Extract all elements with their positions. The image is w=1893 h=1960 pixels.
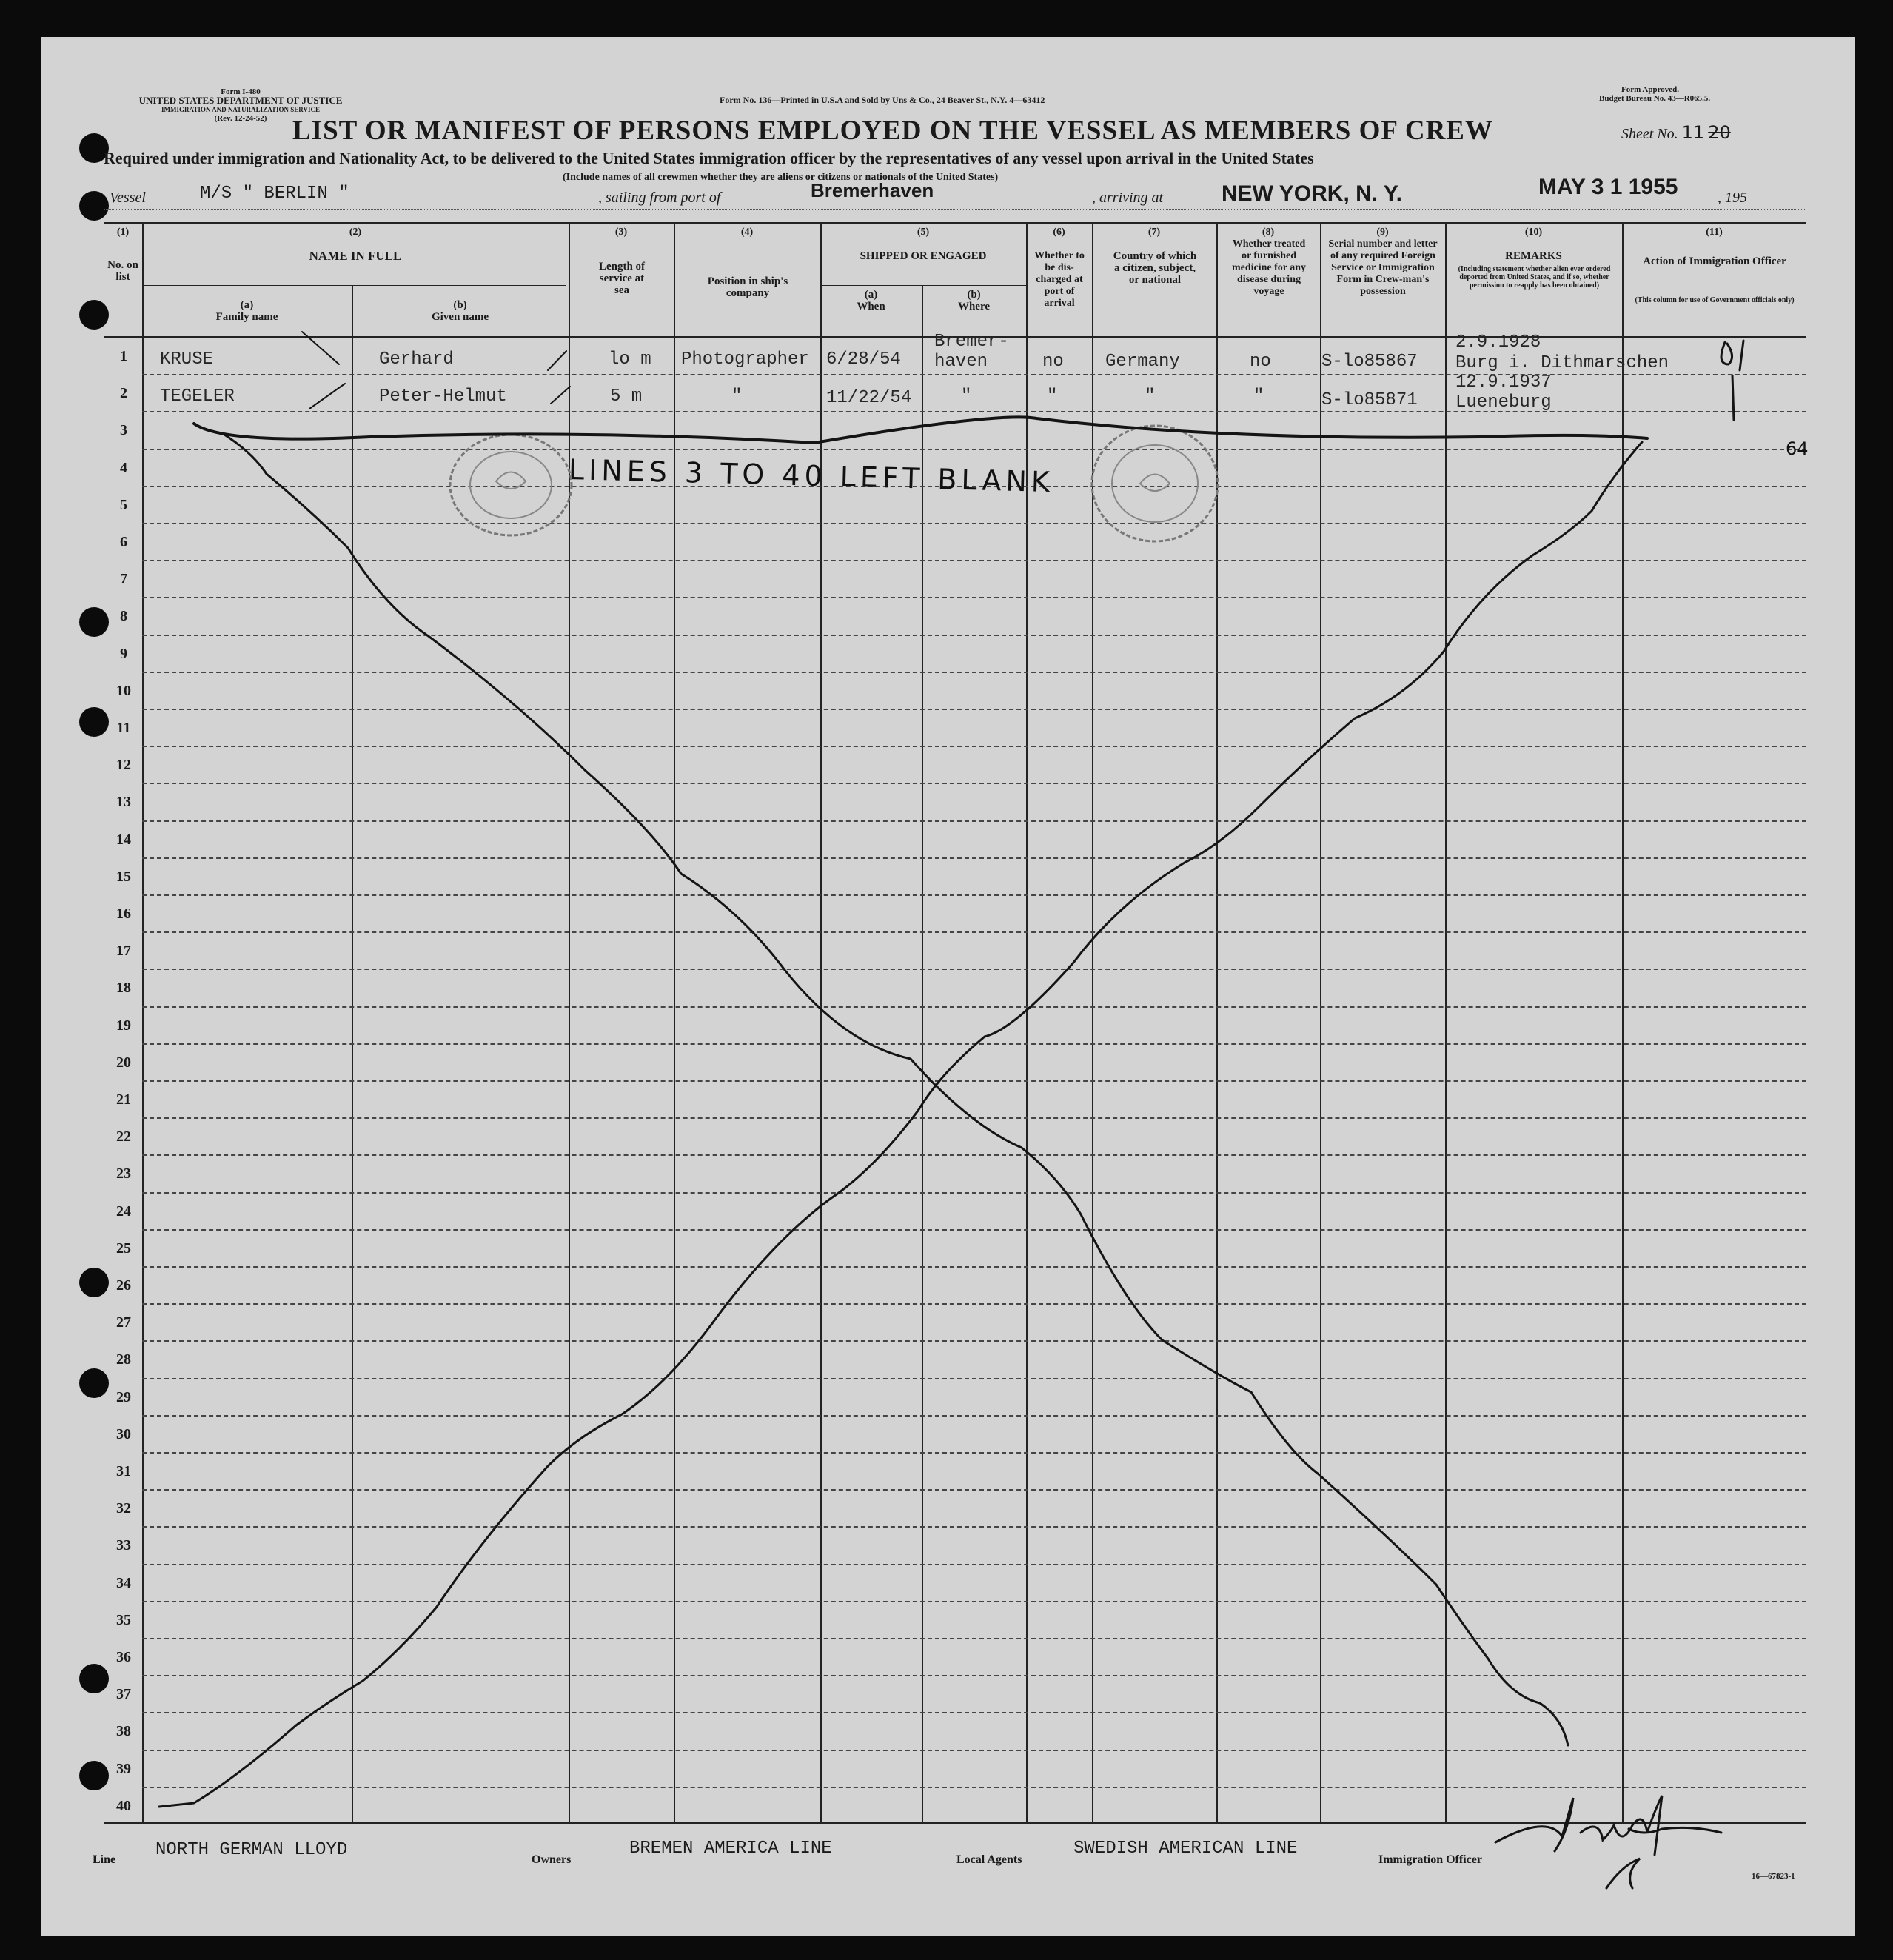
header-medicine: Whether treated or furnished medicine for any disease during voyage bbox=[1231, 238, 1307, 297]
arriving-label: , arriving at bbox=[1092, 190, 1164, 206]
line-number: 31 bbox=[116, 1463, 131, 1479]
line-number: 20 bbox=[116, 1054, 131, 1071]
col-num: (1) bbox=[116, 227, 130, 238]
header-name-in-full: NAME IN FULL bbox=[309, 249, 402, 263]
line-number: 5 bbox=[120, 496, 127, 513]
sheet-value: 11 bbox=[1681, 122, 1705, 143]
shipped-where-cont: haven bbox=[934, 352, 988, 372]
line-number: 29 bbox=[116, 1388, 131, 1405]
line-number: 34 bbox=[116, 1574, 131, 1591]
line-number: 28 bbox=[116, 1351, 131, 1368]
given-name: Gerhard bbox=[379, 349, 454, 369]
country: Germany bbox=[1105, 352, 1180, 372]
year-suffix: , 195 bbox=[1718, 190, 1747, 206]
line-number: 32 bbox=[116, 1500, 131, 1517]
footer-line-value: NORTH GERMAN LLOYD bbox=[155, 1840, 348, 1860]
header-serial: Serial number and letter of any required Foreign Service or Immigration Form in Crew-man's possession bbox=[1328, 238, 1438, 297]
header-length: Length of service at sea bbox=[598, 261, 646, 296]
discharged: no bbox=[1042, 352, 1064, 372]
line-number: 33 bbox=[116, 1537, 131, 1554]
col-num: (3) bbox=[614, 227, 628, 238]
shipped-when: 11/22/54 bbox=[826, 388, 912, 408]
vessel-label: Vessel bbox=[110, 190, 146, 206]
header-action-note: (This column for use of Government officials only) bbox=[1635, 296, 1795, 304]
footer-owners-label: Owners bbox=[532, 1853, 572, 1866]
line-number: 2 bbox=[120, 385, 127, 402]
serial-number: S-lo85871 bbox=[1321, 390, 1418, 410]
line-number: 40 bbox=[116, 1797, 131, 1814]
vessel-name: M/S " BERLIN " bbox=[200, 184, 349, 204]
family-name: TEGELER bbox=[160, 387, 235, 407]
form-number: Form I-480 bbox=[221, 87, 261, 96]
line-number: 18 bbox=[116, 980, 131, 997]
port-of-departure: Bremerhaven bbox=[811, 179, 934, 201]
line-number: 17 bbox=[116, 943, 131, 960]
lines-left-blank-note: LINES 3 TO 40 LEFT BLANK bbox=[568, 453, 1055, 499]
line-number: 22 bbox=[116, 1128, 131, 1145]
sheet-label: Sheet No. bbox=[1621, 126, 1678, 142]
line-number: 27 bbox=[116, 1314, 131, 1331]
line-number: 13 bbox=[116, 794, 131, 811]
remarks-cont: Burg i. Dithmarschen bbox=[1455, 353, 1669, 373]
header-remarks-note: (Including statement whether alien ever ordered deported from United States, and if so, whether permission to reapply has been obtained) bbox=[1458, 265, 1611, 290]
service: IMMIGRATION AND NATURALIZATION SERVICE bbox=[161, 106, 320, 113]
position: Photographer bbox=[681, 349, 809, 369]
sailing-label: , sailing from port of bbox=[598, 190, 721, 206]
given-name: Peter-Helmut bbox=[379, 387, 507, 407]
shipped-where: " bbox=[961, 387, 972, 407]
col-num: (2) bbox=[349, 227, 362, 238]
cross-out-line bbox=[159, 442, 1642, 1807]
line-number: 10 bbox=[116, 682, 131, 699]
family-name: KRUSE bbox=[160, 349, 214, 369]
line-number: 37 bbox=[116, 1686, 131, 1703]
line-number: 7 bbox=[120, 571, 127, 588]
family-letter: (a) bbox=[240, 299, 254, 311]
required-statement: Required under immigration and Nationality Act, to be delivered to the United States immigration officer by the representatives of any vessel upon arrival in the United States bbox=[104, 149, 1314, 167]
col-num: (6) bbox=[1053, 227, 1065, 238]
header-shipped: SHIPPED OR ENGAGED bbox=[860, 250, 987, 262]
remarks: 12.9.1937 bbox=[1455, 372, 1552, 392]
line-number: 19 bbox=[116, 1017, 131, 1034]
footer-owners-value: BREMEN AMERICA LINE bbox=[629, 1839, 832, 1859]
line-number: 26 bbox=[116, 1277, 131, 1294]
family-label: Family name bbox=[215, 311, 278, 323]
line-number: 1 bbox=[120, 348, 127, 364]
when-label: When bbox=[857, 301, 885, 312]
strike-line bbox=[194, 417, 1647, 443]
printer-line: Form No. 136—Printed in U.S.A and Sold by Uns & Co., 24 Beaver St., N.Y. 4—63412 bbox=[720, 95, 1045, 105]
col-num: (4) bbox=[740, 227, 754, 238]
footer-agents-value: SWEDISH AMERICAN LINE bbox=[1073, 1839, 1298, 1859]
header-no-on-list: No. on list bbox=[107, 259, 138, 283]
discharged: " bbox=[1047, 387, 1058, 407]
header-position: Position in ship's company bbox=[707, 275, 788, 299]
col-num: (10) bbox=[1524, 227, 1543, 238]
col-num: (8) bbox=[1262, 227, 1275, 238]
col-num: (11) bbox=[1706, 227, 1723, 238]
include-note: (Include names of all crewmen whether they are aliens or citizens or nationals of the United States) bbox=[563, 172, 999, 183]
budget-bureau: Budget Bureau No. 43—R065.5. bbox=[1599, 94, 1711, 103]
footer-agents-label: Local Agents bbox=[956, 1853, 1022, 1866]
medicine: no bbox=[1250, 352, 1271, 372]
line-number: 24 bbox=[116, 1203, 131, 1220]
arrival-date: MAY 3 1 1955 bbox=[1538, 175, 1678, 199]
revision: (Rev. 12-24-52) bbox=[214, 114, 267, 123]
col-num: (5) bbox=[917, 227, 930, 238]
officer-signature bbox=[1495, 1796, 1721, 1888]
line-number: 6 bbox=[120, 534, 127, 550]
line-number: 38 bbox=[116, 1723, 131, 1740]
header-country: Country of which a citizen, subject, or national bbox=[1113, 250, 1197, 286]
header-discharged: Whether to be dis-charged at port of arrival bbox=[1034, 250, 1085, 309]
shipped-when: 6/28/54 bbox=[826, 349, 901, 369]
line-number: 3 bbox=[120, 422, 127, 439]
header-remarks: REMARKS bbox=[1505, 250, 1562, 262]
line-number: 23 bbox=[116, 1165, 131, 1183]
footer-line-label: Line bbox=[93, 1853, 116, 1866]
line-number: 14 bbox=[116, 831, 131, 848]
header-action: Action of Immigration Officer bbox=[1643, 255, 1786, 267]
length-of-service: lo m bbox=[609, 349, 651, 369]
line-number: 25 bbox=[116, 1240, 131, 1257]
page-title: LIST OR MANIFEST OF PERSONS EMPLOYED ON THE VESSEL AS MEMBERS OF CREW bbox=[292, 116, 1493, 146]
line-number: 15 bbox=[116, 868, 131, 885]
cross-out-line bbox=[222, 433, 1568, 1745]
line-number: 12 bbox=[116, 757, 131, 774]
line-number: 35 bbox=[116, 1611, 131, 1628]
length-of-service: 5 m bbox=[610, 387, 643, 407]
when-letter: (a) bbox=[864, 289, 878, 301]
medicine: " bbox=[1253, 387, 1264, 407]
col-num: (7) bbox=[1147, 227, 1161, 238]
line-number: 30 bbox=[116, 1425, 131, 1442]
line-number: 16 bbox=[116, 906, 131, 922]
remarks: 2.9.1928 bbox=[1455, 332, 1541, 352]
given-label: Given name bbox=[431, 311, 489, 323]
col-num: (9) bbox=[1376, 227, 1389, 238]
given-letter: (b) bbox=[453, 299, 467, 311]
shipped-where: Bremer- bbox=[934, 332, 1009, 352]
line-number: 39 bbox=[116, 1760, 131, 1777]
line-number: 21 bbox=[116, 1091, 131, 1108]
footer-officer-label: Immigration Officer bbox=[1378, 1853, 1482, 1866]
form-approved: Form Approved. bbox=[1621, 85, 1680, 94]
sheet-struck: 20 bbox=[1708, 122, 1731, 143]
position: " bbox=[731, 387, 743, 407]
margin-mark: 64 bbox=[1786, 438, 1809, 459]
where-label: Where bbox=[957, 301, 991, 312]
line-number: 9 bbox=[120, 645, 127, 662]
arrival-port: NEW YORK, N. Y. bbox=[1222, 181, 1402, 206]
serial-number: S-lo85867 bbox=[1321, 352, 1418, 372]
country: " bbox=[1145, 387, 1156, 407]
remarks-cont: Lueneburg bbox=[1455, 392, 1552, 412]
line-number: 36 bbox=[116, 1649, 131, 1665]
line-number: 4 bbox=[120, 459, 127, 476]
department: UNITED STATES DEPARTMENT OF JUSTICE bbox=[138, 95, 343, 106]
where-letter: (b) bbox=[967, 289, 981, 301]
line-number: 11 bbox=[116, 720, 131, 736]
line-number: 8 bbox=[120, 608, 127, 625]
form-code: 16—67823-1 bbox=[1752, 1872, 1795, 1881]
